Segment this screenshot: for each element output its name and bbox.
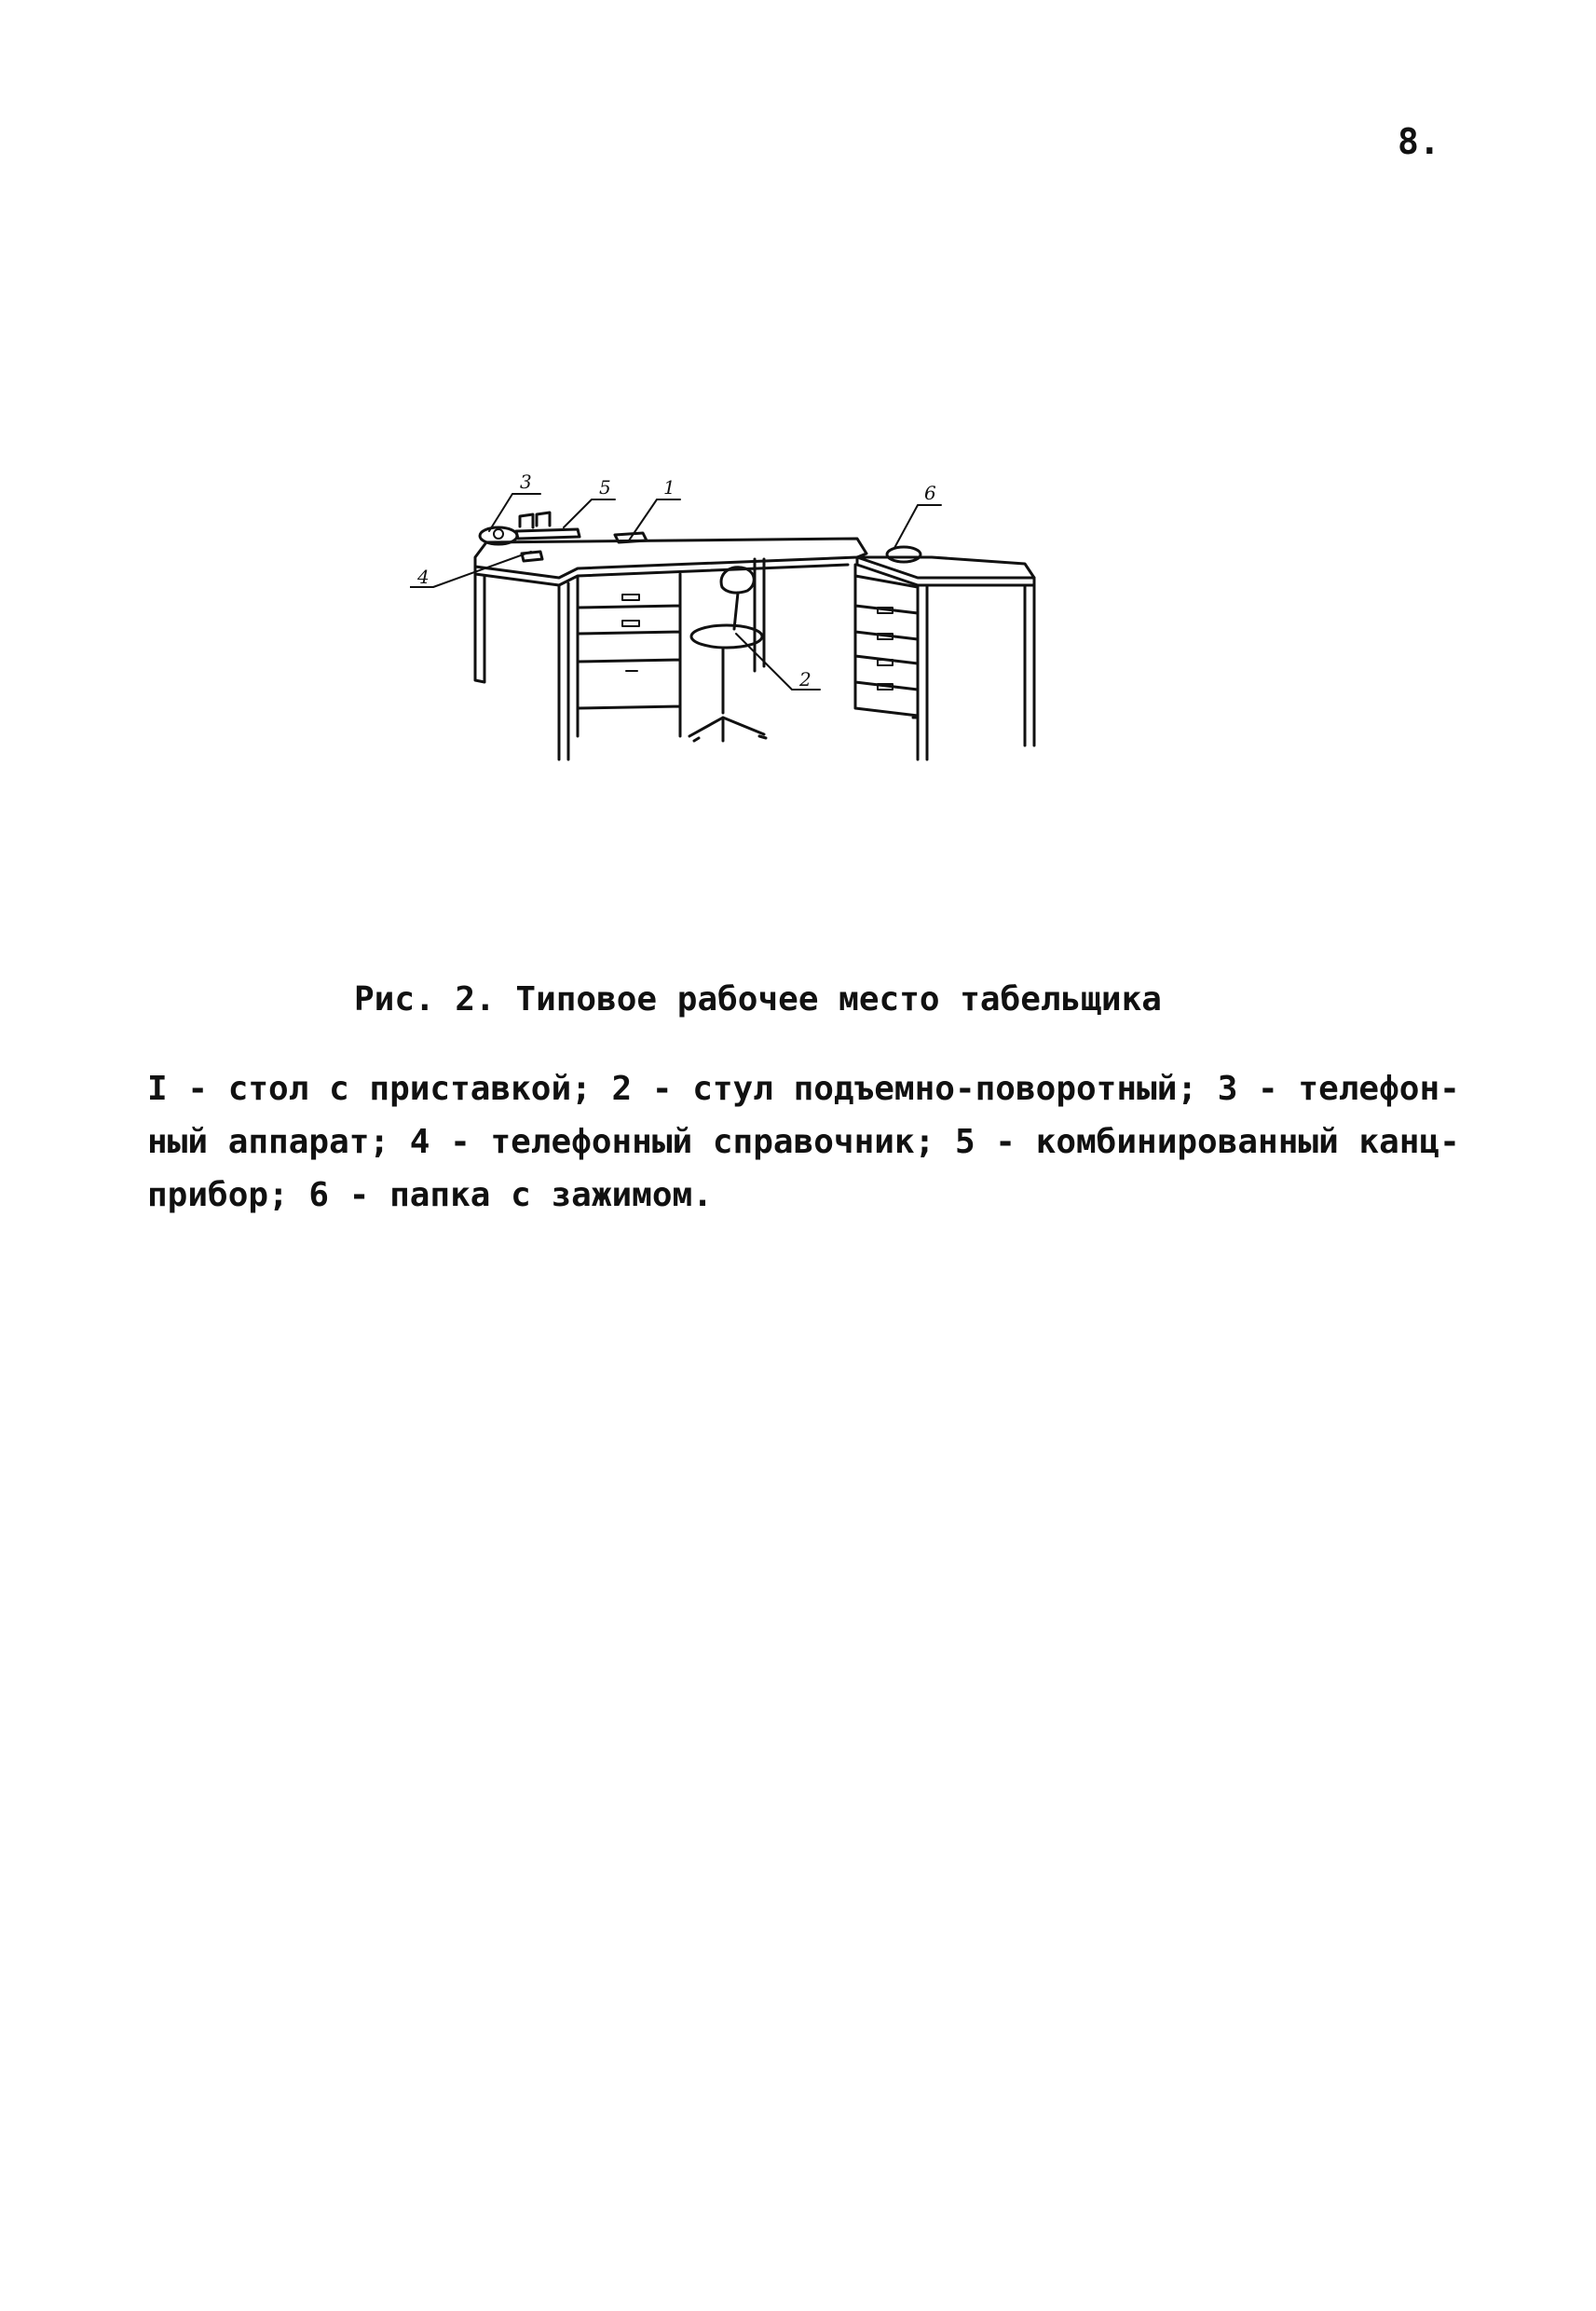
figure-legend bbox=[147, 1062, 1470, 1222]
drawer-handle-1 bbox=[622, 595, 639, 600]
drawer-handle-2 bbox=[622, 621, 639, 626]
extension-telephone bbox=[887, 547, 921, 562]
callout-5: 5 bbox=[599, 476, 611, 499]
desk-left-leg bbox=[475, 574, 484, 682]
chair-back bbox=[721, 567, 754, 593]
callout-6: 6 bbox=[924, 482, 936, 504]
extension-legs bbox=[913, 585, 1034, 759]
desk-set bbox=[516, 513, 580, 539]
chair-seat bbox=[691, 625, 762, 648]
telephone-dial bbox=[494, 529, 503, 539]
leader-6 bbox=[894, 505, 941, 548]
legend-line: I - стол с приставкой; 2 - стул подъемно-поворотный; 3 - телефон- bbox=[147, 1070, 1460, 1108]
legend-line: прибор; 6 - папка с зажимом. bbox=[147, 1176, 713, 1214]
callout-2: 2 bbox=[799, 668, 812, 691]
workplace-figure bbox=[410, 438, 1062, 783]
desk-pedestal-legs bbox=[578, 706, 680, 736]
chair-stem bbox=[734, 593, 738, 629]
callout-1: 1 bbox=[663, 476, 675, 499]
workplace-drawing bbox=[410, 438, 1062, 783]
leader-5 bbox=[564, 499, 615, 527]
callout-3: 3 bbox=[520, 471, 532, 493]
legend-line: ный аппарат; 4 - телефонный справочник; 5 - комбинированный канц- bbox=[147, 1123, 1460, 1161]
page-number: 8. bbox=[1398, 121, 1440, 162]
figure-caption: Рис. 2. Типовое рабочее место табельщика bbox=[354, 980, 1162, 1019]
ext-drawer-handle-3 bbox=[878, 660, 893, 665]
desk-front-leg bbox=[559, 583, 568, 759]
callout-4: 4 bbox=[417, 566, 430, 588]
chair-base bbox=[689, 718, 766, 741]
